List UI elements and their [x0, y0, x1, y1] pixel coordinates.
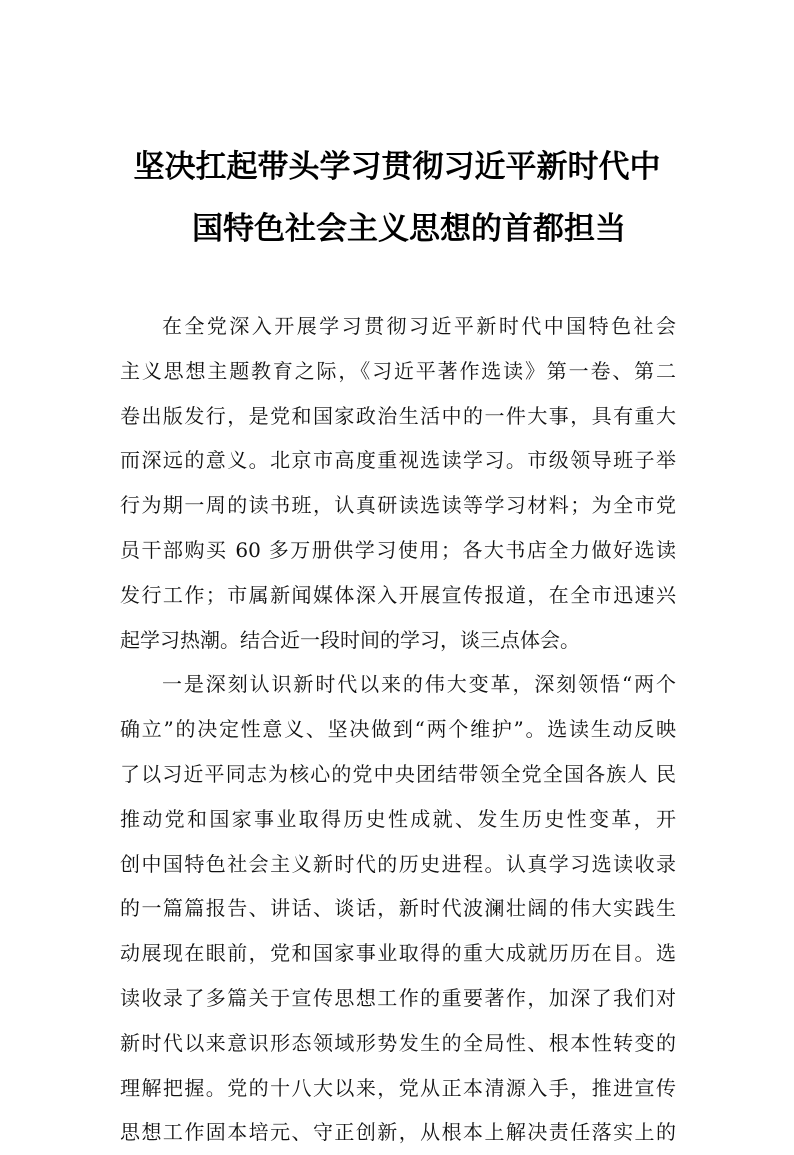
paragraph-2-line-11: 思想工作固本培元、守正创新，从根本上解决责任落实上的: [120, 1120, 676, 1145]
paragraph-2-line-6: 的一篇篇报告、讲话、谈话，新时代波澜壮阔的伟大实践生: [120, 896, 676, 921]
paragraph-2-line-10: 理解把握。党的十八大以来，党从正本清源入手，推进宣传: [120, 1075, 676, 1100]
paragraph-2-line-7: 动展现在眼前，党和国家事业取得的重大成就历历在目。选: [120, 941, 676, 966]
paragraph-1-line-3: 卷出版发行，是党和国家政治生活中的一件大事，具有重大: [120, 403, 676, 428]
paragraph-2-line-5: 创中国特色社会主义新时代的历史进程。认真学习选读收录: [120, 851, 676, 876]
document-body: [120, 304, 676, 1155]
paragraph-1-line-7: 发行工作；市属新闻媒体深入开展宣传报道，在全市迅速兴: [120, 582, 676, 607]
paragraph-2-line-2: 确立”的决定性意义、坚决做到“两个维护”。选读生动反映: [120, 717, 676, 742]
paragraph-1-line-4: 而深远的意义。北京市高度重视选读学习。市级领导班子举: [120, 448, 676, 473]
document-title-line-1: 坚决扛起带头学习贯彻习近平新时代中: [133, 149, 661, 185]
paragraph-1-line-6: 员干部购买 60 多万册供学习使用；各大书店全力做好选读: [120, 537, 676, 562]
paragraph-1-line-2: 主义思想主题教育之际，《习近平著作选读》第一卷、第二: [120, 358, 676, 383]
paragraph-1-line-5: 行为期一周的读书班，认真研读选读等学习材料；为全市党: [120, 493, 676, 518]
paragraph-1-line-1: 在全党深入开展学习贯彻习近平新时代中国特色社会: [162, 314, 676, 338]
paragraph-2-line-1: 一是深刻认识新时代以来的伟大变革，深刻领悟“两个: [162, 672, 676, 697]
paragraph-1-line-8: 起学习热潮。结合近一段时间的学习，谈三点体会。: [120, 627, 580, 652]
paragraph-2-line-9: 新时代以来意识形态领域形势发生的全局性、根本性转变的: [120, 1030, 676, 1055]
document-title-line-2: 国特色社会主义思想的首都担当: [192, 211, 626, 247]
paragraph-2-line-8: 读收录了多篇关于宣传思想工作的重要著作，加深了我们对: [120, 985, 676, 1010]
paragraph-2-line-4: 推动党和国家事业取得历史性成就、发生历史性变革，开: [120, 806, 676, 831]
paragraph-2-line-3: 了以习近平同志为核心的党中央团结带领全党全国各族人 民: [120, 761, 676, 786]
